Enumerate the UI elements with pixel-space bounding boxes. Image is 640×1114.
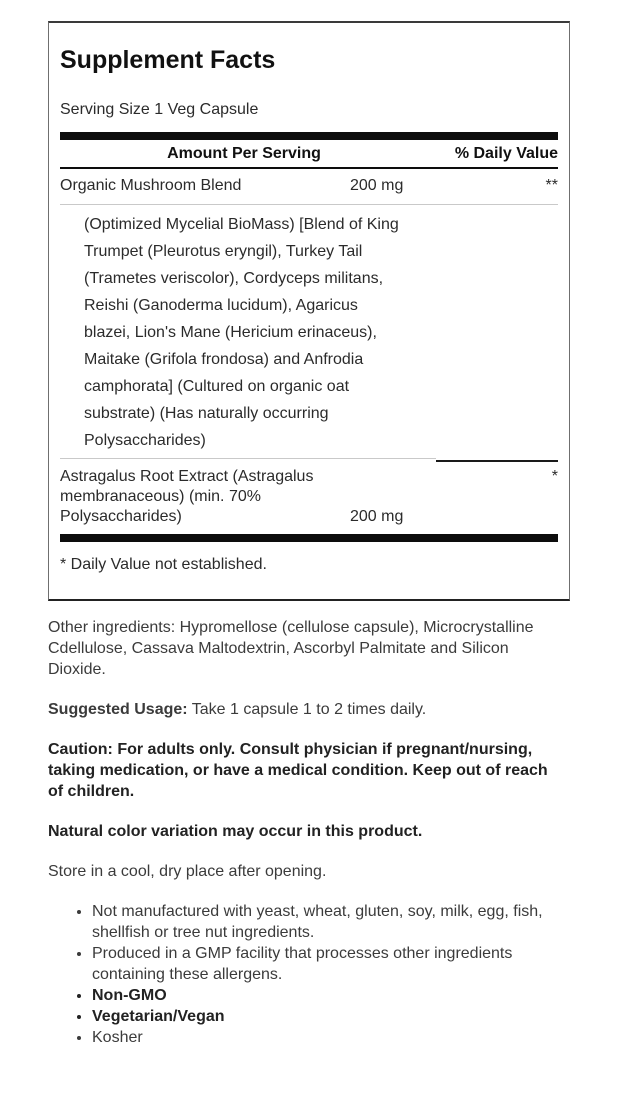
daily-value-footnote: * Daily Value not established. xyxy=(60,556,267,573)
other-ingredients: Other ingredients: Hypromellose (cellulose capsule), Microcrystalline Cdellulose, Cassava Maltodextrin, Ascorbyl Palmitate and Silicon Dioxide. xyxy=(48,619,534,678)
bullet-gmp-facility: • Produced in a GMP facility that processes other ingredients containing these allergens. xyxy=(92,943,560,985)
table-row-mushroom-blend xyxy=(60,169,558,205)
color-variation-note: Natural color variation may occur in this product. xyxy=(48,823,423,840)
bullet-kosher: • Kosher xyxy=(92,1027,560,1048)
panel-title: Supplement Facts xyxy=(60,46,276,74)
suggested-usage-text: Take 1 capsule 1 to 2 times daily. xyxy=(187,701,427,718)
product-details xyxy=(48,617,560,1048)
amount-per-serving-header: Amount Per Serving xyxy=(167,145,321,162)
product-notes-list xyxy=(48,901,560,1048)
caution-note: Caution: For adults only. Consult physician if pregnant/nursing, taking medication, or have a medical condition. Keep out of reach of children. xyxy=(48,741,548,800)
daily-value-header: % Daily Value xyxy=(454,145,558,162)
bullet-vegetarian-vegan: • Vegetarian/Vegan xyxy=(92,1006,560,1027)
bullet-allergen-free: • Not manufactured with yeast, wheat, gluten, soy, milk, egg, fish, shellfish or tree nut ingredients. xyxy=(92,901,560,943)
supplement-facts-panel xyxy=(48,21,570,601)
ingredient-daily-value: ** xyxy=(545,177,558,194)
thick-rule-top xyxy=(60,132,558,140)
facts-table-header xyxy=(60,140,558,169)
bullet-non-gmo: • Non-GMO xyxy=(92,985,560,1006)
supplement-facts-page xyxy=(0,21,640,1114)
suggested-usage xyxy=(48,699,560,720)
thick-rule-bottom xyxy=(60,534,558,542)
serving-size: Serving Size 1 Veg Capsule xyxy=(60,101,259,118)
mushroom-blend-description: (Optimized Mycelial BioMass) [Blend of King Trumpet (Pleurotus eryngil), Turkey Tail (Trametes veriscolor), Cordyceps militans, Reishi (Ganoderma lucidum), Agaricus blazei, Lion's Mane (Hericium erinaceus), Maitake (Grifola frondosa) and Anfrodia camphorata] (Cultured on organic oat substrate) (Has naturally occurring Polysaccharides) xyxy=(84,216,399,449)
table-row-astragalus xyxy=(60,462,558,534)
ingredient-amount: 200 mg xyxy=(350,508,404,525)
row-divider xyxy=(60,458,558,462)
suggested-usage-label: Suggested Usage: xyxy=(48,701,188,718)
ingredient-name: Astragalus Root Extract (Astragalus membranaceous) (min. 70% Polysaccharides) xyxy=(60,468,314,525)
divider-light-segment xyxy=(60,458,436,462)
ingredient-amount: 200 mg xyxy=(350,177,404,194)
ingredient-name: Organic Mushroom Blend xyxy=(60,177,242,194)
divider-dark-segment xyxy=(436,460,558,462)
ingredient-daily-value: * xyxy=(551,468,558,485)
storage-note: Store in a cool, dry place after opening. xyxy=(48,863,327,880)
